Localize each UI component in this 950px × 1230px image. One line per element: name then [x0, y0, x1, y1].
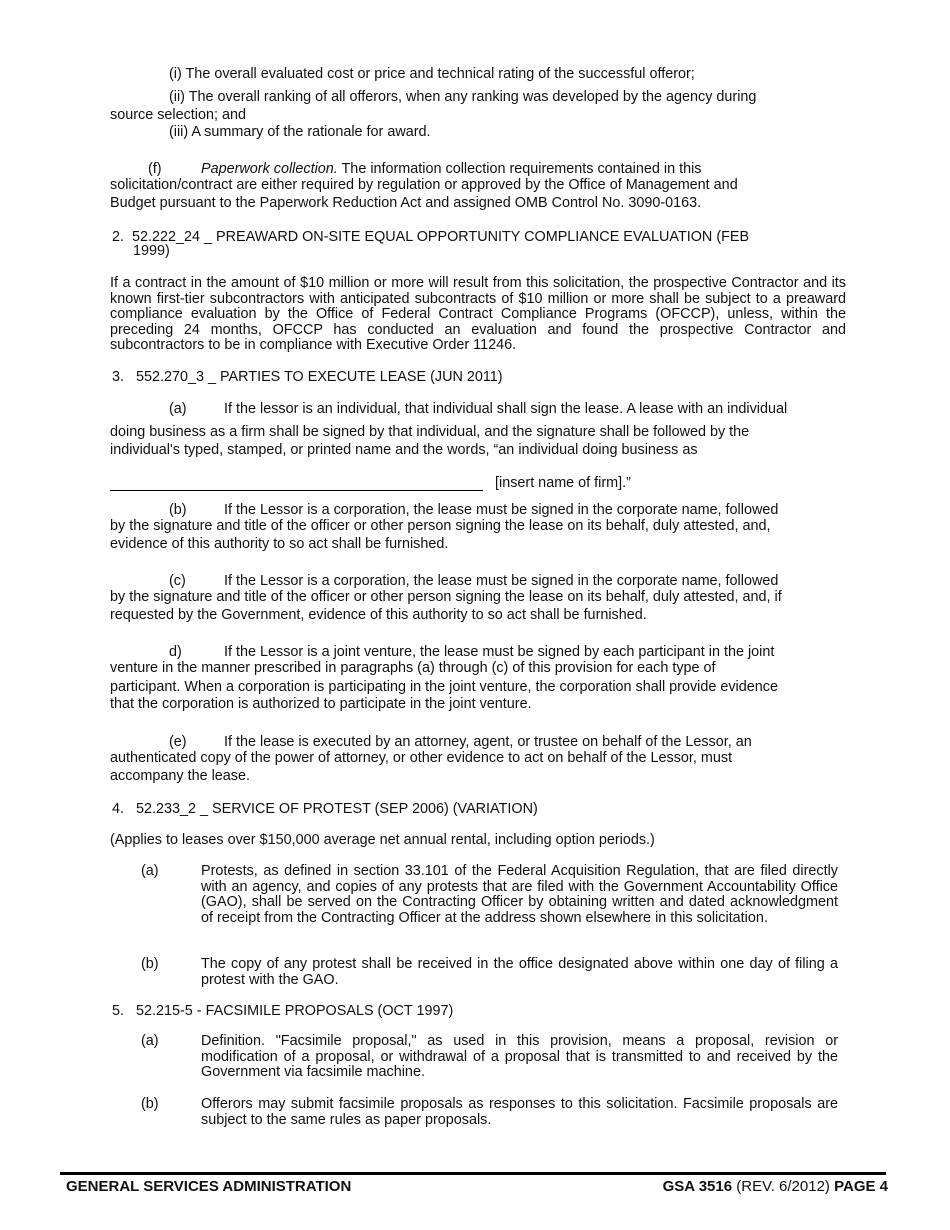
- section3-heading: 3. 552.270_3 _ PARTIES TO EXECUTE LEASE (JUN 2011): [112, 369, 503, 385]
- insert-firm-name: [insert name of firm].”: [495, 475, 631, 491]
- section3-a-label: (a): [169, 401, 187, 417]
- section3-a-line3: individual's typed, stamped, or printed name and the words, “an individual doing business as: [110, 442, 698, 458]
- section2-heading-line2: 1999): [133, 243, 170, 259]
- section4-heading: 4. 52.233_2 _ SERVICE OF PROTEST (SEP 2006) (VARIATION): [112, 801, 538, 817]
- firm-name-blank: [110, 490, 483, 491]
- award-item-ii-line2: source selection; and: [110, 107, 246, 123]
- section3-a-line1: If the lessor is an individual, that individual shall sign the lease. A lease with an individual: [224, 401, 788, 417]
- award-item-i: (i) The overall evaluated cost or price and technical rating of the successful offeror;: [169, 66, 695, 82]
- section3-b-line2: by the signature and title of the officer or other person signing the lease on its behalf, duly attested, and,: [110, 518, 771, 534]
- section3-c-line3: requested by the Government, evidence of this authority to so act shall be furnished.: [110, 607, 647, 623]
- footer-form-number: GSA 3516: [662, 1178, 733, 1195]
- paperwork-label: (f): [148, 161, 162, 177]
- section3-d-line3: participant. When a corporation is participating in the joint venture, the corporation shall provide evidence: [110, 679, 778, 695]
- section2-heading-line1: 2. 52.222_24 _ PREAWARD ON-SITE EQUAL OPPORTUNITY COMPLIANCE EVALUATION (FEB: [112, 229, 750, 245]
- section3-d-label: d): [169, 644, 182, 660]
- section5-a-label: (a): [141, 1033, 159, 1049]
- section5-a-text: Definition. "Facsimile proposal," as used in this provision, means a proposal, revision or modification of a proposal, or withdrawal of a proposal that is transmitted to and received by the Government via facsimile machine.: [201, 1033, 838, 1080]
- section4-a-text: Protests, as defined in section 33.101 of the Federal Acquisition Regulation, that are filed directly with an agency, and copies of any protests that are filed with the Government Accountability Office (GAO), shall be served on the Contracting Officer by obtaining written and dated acknowledgment of receipt from the Contracting Officer at the address shown elsewhere in this solicitation.: [201, 863, 838, 926]
- section3-c-line1: If the Lessor is a corporation, the lease must be signed in the corporate name, followed: [224, 573, 779, 589]
- section5-b-text: Offerors may submit facsimile proposals as responses to this solicitation. Facsimile proposals are subject to the same rules as paper proposals.: [201, 1096, 838, 1128]
- section3-e-line2: authenticated copy of the power of attorney, or other evidence to act on behalf of the Lessor, must: [110, 750, 733, 766]
- section3-b-label: (b): [169, 502, 187, 518]
- paperwork-line2: solicitation/contract are either required by regulation or approved by the Office of Management and: [110, 177, 738, 193]
- footer-rule: [60, 1172, 886, 1175]
- section3-d-line2: venture in the manner prescribed in paragraphs (a) through (c) of this provision for each type of: [110, 660, 716, 676]
- award-item-iii: (iii) A summary of the rationale for award.: [169, 124, 431, 140]
- section3-a-line2: doing business as a firm shall be signed by that individual, and the signature shall be followed by the: [110, 424, 750, 440]
- section3-e-line1: If the lease is executed by an attorney, agent, or trustee on behalf of the Lessor, an: [224, 734, 752, 750]
- footer-page-number: PAGE 4: [834, 1178, 888, 1195]
- section4-b-text: The copy of any protest shall be received in the office designated above within one day of filing a protest with the GAO.: [201, 956, 838, 988]
- section3-b-line1: If the Lessor is a corporation, the lease must be signed in the corporate name, followed: [224, 502, 779, 518]
- section3-c-label: (c): [169, 573, 186, 589]
- footer-form-info: [663, 1179, 888, 1195]
- section5-heading: 5. 52.215-5 - FACSIMILE PROPOSALS (OCT 1997): [112, 1003, 454, 1019]
- footer-revision: (REV. 6/2012): [732, 1178, 835, 1195]
- section3-b-line3: evidence of this authority to so act shall be furnished.: [110, 536, 449, 552]
- section5-b-label: (b): [141, 1096, 159, 1112]
- paperwork-italic: Paperwork collection.: [201, 161, 338, 177]
- section3-e-label: (e): [169, 734, 187, 750]
- section4-applies: (Applies to leases over $150,000 average net annual rental, including option periods.): [110, 832, 655, 848]
- section3-d-line4: that the corporation is authorized to participate in the joint venture.: [110, 696, 532, 712]
- paperwork-line3: Budget pursuant to the Paperwork Reduction Act and assigned OMB Control No. 3090-0163.: [110, 195, 702, 211]
- section3-c-line2: by the signature and title of the officer or other person signing the lease on its behalf, duly attested, and, if: [110, 589, 782, 605]
- section4-a-label: (a): [141, 863, 159, 879]
- footer-agency: GENERAL SERVICES ADMINISTRATION: [66, 1178, 352, 1195]
- section2-body: If a contract in the amount of $10 million or more will result from this solicitation, the prospective Contractor and its known first-tier subcontractors with anticipated subcontracts of $10 million or more shall be subject to a preaward compliance evaluation by the Office of Federal Contract Compliance Programs (OFCCP), unless, within the preceding 24 months, OFCCP has conducted an evaluation and found the prospective Contractor and subcontractors to be in compliance with Executive Order 11246.: [110, 275, 846, 353]
- award-item-ii-line1: (ii) The overall ranking of all offerors, when any ranking was developed by the agency during: [169, 89, 757, 105]
- section3-d-line1: If the Lessor is a joint venture, the lease must be signed by each participant in the joint: [224, 644, 775, 660]
- section3-e-line3: accompany the lease.: [110, 768, 250, 784]
- paperwork-line1: [201, 162, 701, 178]
- section4-b-label: (b): [141, 956, 159, 972]
- paperwork-line1-rest: The information collection requirements contained in this: [337, 161, 702, 177]
